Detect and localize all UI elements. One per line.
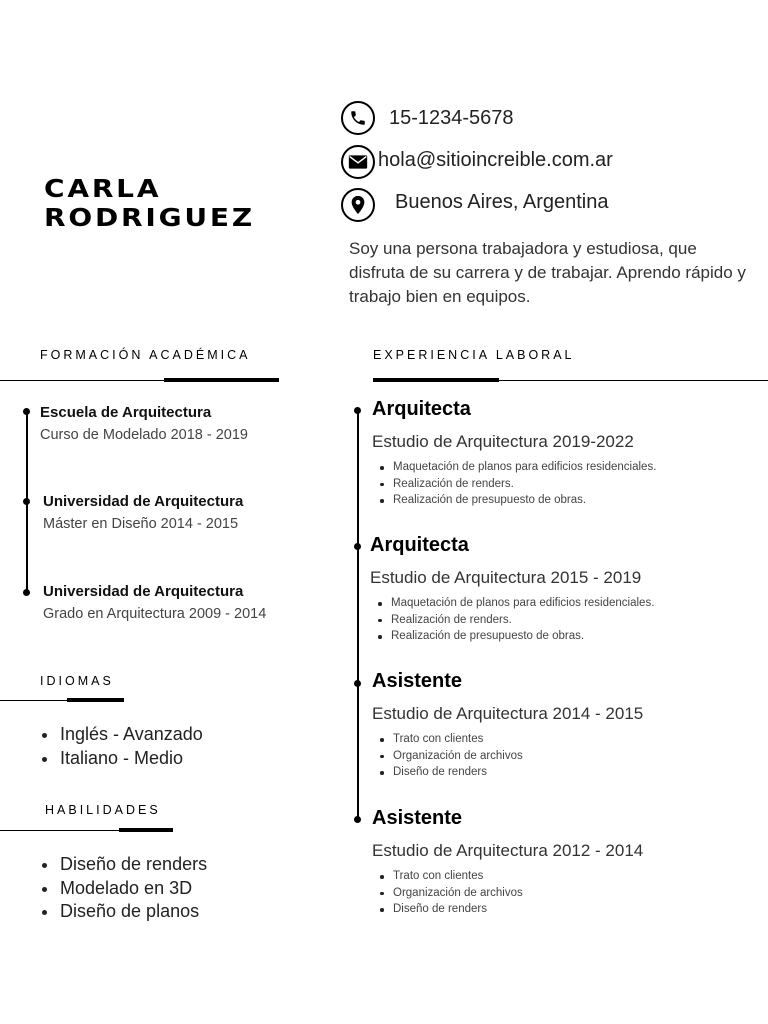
list-item: Inglés - Avanzado (40, 723, 203, 747)
list-item: Realización de presupuesto de obras. (370, 628, 654, 645)
timeline-dot (354, 816, 361, 823)
profile-summary: Soy una persona trabajadora y estudiosa, que disfruta de su carrera y de trabajar. Aprendo rápido y trabajo bien en equipos. (349, 239, 746, 306)
candidate-name (44, 174, 255, 232)
phone-number[interactable]: 15-1234-5678 (389, 107, 514, 129)
list-item: Realización de presupuesto de obras. (372, 492, 656, 509)
school-name: Escuela de Arquitectura (40, 404, 212, 421)
list-item: Diseño de planos (40, 900, 207, 924)
timeline-dot (23, 408, 30, 415)
job-title: Asistente (372, 807, 463, 829)
task-list (372, 731, 643, 781)
phone-icon (341, 101, 375, 135)
study-detail: Curso de Modelado 2018 - 2019 (40, 427, 248, 443)
job-company: Estudio de Arquitectura 2015 - 2019 (370, 568, 642, 587)
experience-timeline (357, 410, 359, 820)
timeline-dot (23, 498, 30, 505)
education-entry (43, 493, 243, 532)
job-entry (372, 398, 656, 509)
map-pin-icon (341, 188, 375, 222)
last-name: RODRIGUEZ (44, 203, 255, 232)
job-title: Asistente (372, 670, 463, 692)
task-list (372, 459, 656, 509)
education-entry (43, 583, 266, 622)
job-entry (370, 534, 654, 645)
list-item: Diseño de renders (372, 901, 643, 918)
list-item: Diseño de renders (372, 764, 643, 781)
job-company: Estudio de Arquitectura 2019-2022 (372, 432, 634, 451)
skills-accent-bar (119, 828, 173, 832)
list-item: Diseño de renders (40, 853, 207, 877)
list-item: Organización de archivos (372, 748, 643, 765)
experience-title: EXPERIENCIA LABORAL (373, 348, 575, 362)
list-item: Realización de renders. (370, 612, 654, 629)
school-name: Universidad de Arquitectura (43, 583, 244, 600)
job-company: Estudio de Arquitectura 2012 - 2014 (372, 841, 644, 860)
experience-accent-bar (373, 378, 499, 382)
timeline-dot (354, 543, 361, 550)
list-item: Trato con clientes (372, 731, 643, 748)
job-entry (372, 670, 643, 781)
skills-title: HABILIDADES (45, 803, 161, 817)
list-item: Trato con clientes (372, 868, 643, 885)
job-title: Arquitecta (372, 398, 471, 420)
first-name: CARLA (44, 174, 162, 203)
list-item: Maquetación de planos para edificios residenciales. (370, 595, 654, 612)
education-accent-bar (164, 378, 279, 382)
languages-accent-bar (67, 698, 124, 702)
task-list (370, 595, 654, 645)
list-item: Maquetación de planos para edificios residenciales. (372, 459, 656, 476)
education-entry (40, 404, 248, 443)
study-detail: Máster en Diseño 2014 - 2015 (43, 516, 239, 532)
timeline-dot (354, 407, 361, 414)
job-company: Estudio de Arquitectura 2014 - 2015 (372, 704, 644, 723)
job-entry (372, 807, 643, 918)
study-detail: Grado en Arquitectura 2009 - 2014 (43, 606, 267, 622)
task-list (372, 868, 643, 918)
list-item: Italiano - Medio (40, 747, 203, 771)
languages-list (40, 723, 203, 770)
location: Buenos Aires, Argentina (395, 191, 609, 213)
timeline-dot (354, 680, 361, 687)
list-item: Organización de archivos (372, 885, 643, 902)
list-item: Realización de renders. (372, 476, 656, 493)
timeline-dot (23, 589, 30, 596)
job-title: Arquitecta (370, 534, 469, 556)
school-name: Universidad de Arquitectura (43, 493, 244, 510)
envelope-icon (341, 145, 375, 179)
education-title: FORMACIÓN ACADÉMICA (40, 348, 251, 362)
languages-title: IDIOMAS (40, 674, 114, 688)
list-item: Modelado en 3D (40, 877, 207, 901)
email-address[interactable]: hola@sitioincreible.com.ar (378, 149, 613, 171)
skills-list (40, 853, 207, 924)
